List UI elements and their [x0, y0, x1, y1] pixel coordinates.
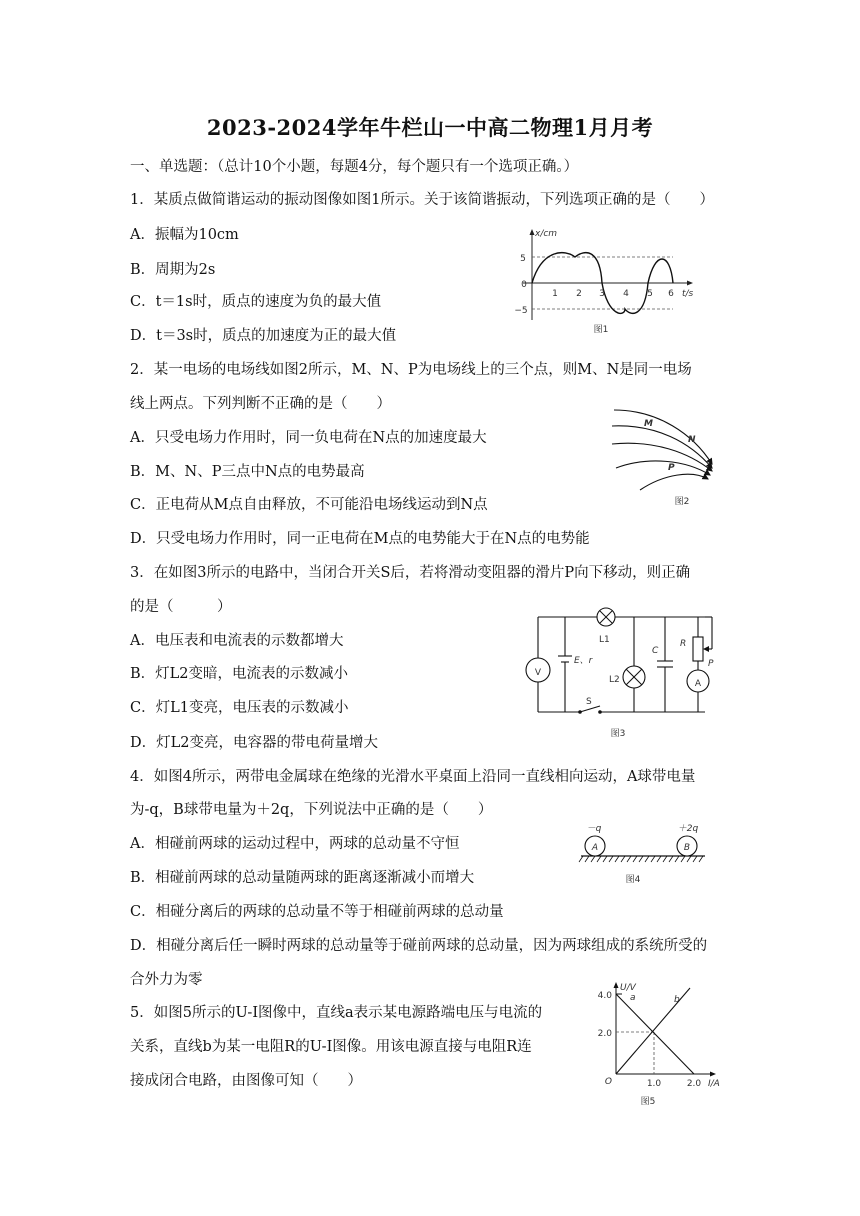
figure-2-field-lines: [608, 404, 728, 512]
fig5-line-b-label: b: [674, 995, 680, 1005]
q2-stem-line2: 线上两点。下列判断不正确的是（ ）: [130, 396, 391, 412]
fig4-charge-a: －q: [586, 824, 602, 834]
q5-stem-line1: 5．如图5所示的U-I图像中，直线a表示某电源路端电压与电流的: [130, 1005, 543, 1021]
q4-stem-line1: 4．如图4所示，两带电金属球在绝缘的光滑水平桌面上沿同一直线相向运动，A球带电量: [130, 769, 696, 785]
q1-option-b: B．周期为2s: [130, 262, 216, 278]
fig1-ylabel: x/cm: [535, 229, 558, 239]
figure-1-sine-graph: [505, 226, 705, 338]
fig5-ytick: 4.0: [597, 991, 612, 1001]
q1-option-a: A．振幅为10cm: [130, 227, 239, 243]
q4-option-b: B．相碰前两球的总动量随两球的距离逐渐减小而增大: [130, 870, 475, 886]
fig1-xtick: 4: [623, 289, 629, 299]
figure-3-circuit: [520, 600, 725, 740]
q3-option-a: A．电压表和电流表的示数都增大: [130, 633, 344, 649]
figure-4-charged-balls: [575, 812, 710, 888]
q1-option-d: D．t＝3s时，质点的加速度为正的最大值: [130, 328, 397, 344]
fig5-xtick: 1.0: [646, 1079, 662, 1089]
q4-stem-line2: 为-q，B球带电量为＋2q，下列说法中正确的是（ ）: [130, 802, 493, 818]
q4-option-a: A．相碰前两球的运动过程中，两球的总动量不守恒: [130, 836, 460, 852]
q1-stem: 1．某质点做简谐运动的振动图像如图1所示。关于该简谐振动，下列选项正确的是（ ）: [130, 192, 714, 208]
fig3-l2-label: L2: [609, 675, 620, 685]
q2-option-b: B．M、N、P三点中N点的电势最高: [130, 464, 365, 480]
fig5-xtick: 2.0: [686, 1079, 702, 1089]
fig3-emf-label: E、r: [574, 656, 593, 666]
fig1-xlabel: t/s: [682, 289, 694, 299]
fig1-xtick: 6: [668, 289, 674, 299]
fig3-caption: 图3: [610, 729, 626, 739]
fig2-caption: 图2: [674, 497, 690, 507]
q3-stem-line2: 的是（ ）: [130, 599, 232, 615]
fig2-label-n: N: [688, 435, 696, 445]
q2-option-c: C．正电荷从M点自由释放，不可能沿电场线运动到N点: [130, 497, 488, 513]
fig3-voltmeter-label: V: [534, 668, 542, 678]
fig1-ytick: 5: [520, 254, 526, 264]
fig4-charge-b: ＋2q: [677, 824, 699, 834]
section-heading: 一、单选题：（总计10个小题，每题4分，每个题只有一个选项正确。）: [130, 159, 579, 175]
fig3-p-label: P: [708, 659, 714, 669]
fig3-l1-label: L1: [599, 635, 610, 645]
fig1-xtick: 1: [552, 289, 558, 299]
fig4-caption: 图4: [625, 875, 641, 885]
q4-option-d-line1: D．相碰分离后任一瞬时两球的总动量等于碰前两球的总动量，因为两球组成的系统所受的: [130, 938, 708, 954]
fig4-ball-b: B: [683, 843, 691, 853]
fig2-label-p: P: [668, 463, 675, 473]
q2-stem-line1: 2．某一电场的电场线如图2所示，M、N、P为电场线上的三个点，则M、N是同一电场: [130, 362, 692, 378]
fig3-ammeter-label: A: [694, 679, 702, 689]
fig1-caption: 图1: [593, 325, 609, 335]
fig1-xtick: 5: [647, 289, 653, 299]
fig1-ytick: −5: [514, 306, 528, 316]
q3-option-d: D．灯L2变亮，电容器的带电荷量增大: [130, 735, 378, 751]
fig2-label-m: M: [644, 419, 653, 429]
fig3-r-label: R: [680, 639, 687, 649]
q3-stem-line1: 3．在如图3所示的电路中，当闭合开关S后，若将滑动变阻器的滑片P向下移动，则正确: [130, 565, 691, 581]
fig4-ball-a: A: [591, 843, 599, 853]
fig3-c-label: C: [652, 646, 659, 656]
fig1-xtick: 2: [576, 289, 582, 299]
fig5-origin: O: [604, 1077, 612, 1087]
q3-option-b: B．灯L2变暗，电流表的示数减小: [130, 666, 349, 682]
fig1-xtick: 3: [599, 289, 605, 299]
q1-option-c: C．t＝1s时，质点的速度为负的最大值: [130, 294, 382, 310]
fig5-line-a-label: a: [630, 993, 636, 1003]
q4-option-c: C．相碰分离后的两球的总动量不等于相碰前两球的总动量: [130, 904, 504, 920]
q2-option-a: A．只受电场力作用时，同一负电荷在N点的加速度最大: [130, 430, 487, 446]
fig5-caption: 图5: [640, 1097, 656, 1107]
q5-stem-line2: 关系，直线b为某一电阻R的U-I图像。用该电源直接与电阻R连: [130, 1039, 532, 1055]
q5-stem-line3: 接成闭合电路，由图像可知（ ）: [130, 1073, 362, 1089]
q3-option-c: C．灯L1变亮，电压表的示数减小: [130, 700, 349, 716]
fig5-ylabel: U/V: [620, 983, 636, 993]
fig5-ytick: 2.0: [597, 1029, 612, 1039]
fig1-ytick: 0: [521, 280, 527, 290]
fig5-xlabel: I/A: [708, 1079, 720, 1089]
figure-5-ui-graph: [590, 978, 730, 1110]
q2-option-d: D．只受电场力作用时，同一正电荷在M点的电势能大于在N点的电势能: [130, 531, 590, 547]
page-title: 2023-2024学年牛栏山一中高二物理1月月考: [206, 115, 654, 140]
q4-option-d-line2: 合外力为零: [130, 972, 203, 988]
fig3-switch-label: S: [586, 697, 592, 707]
